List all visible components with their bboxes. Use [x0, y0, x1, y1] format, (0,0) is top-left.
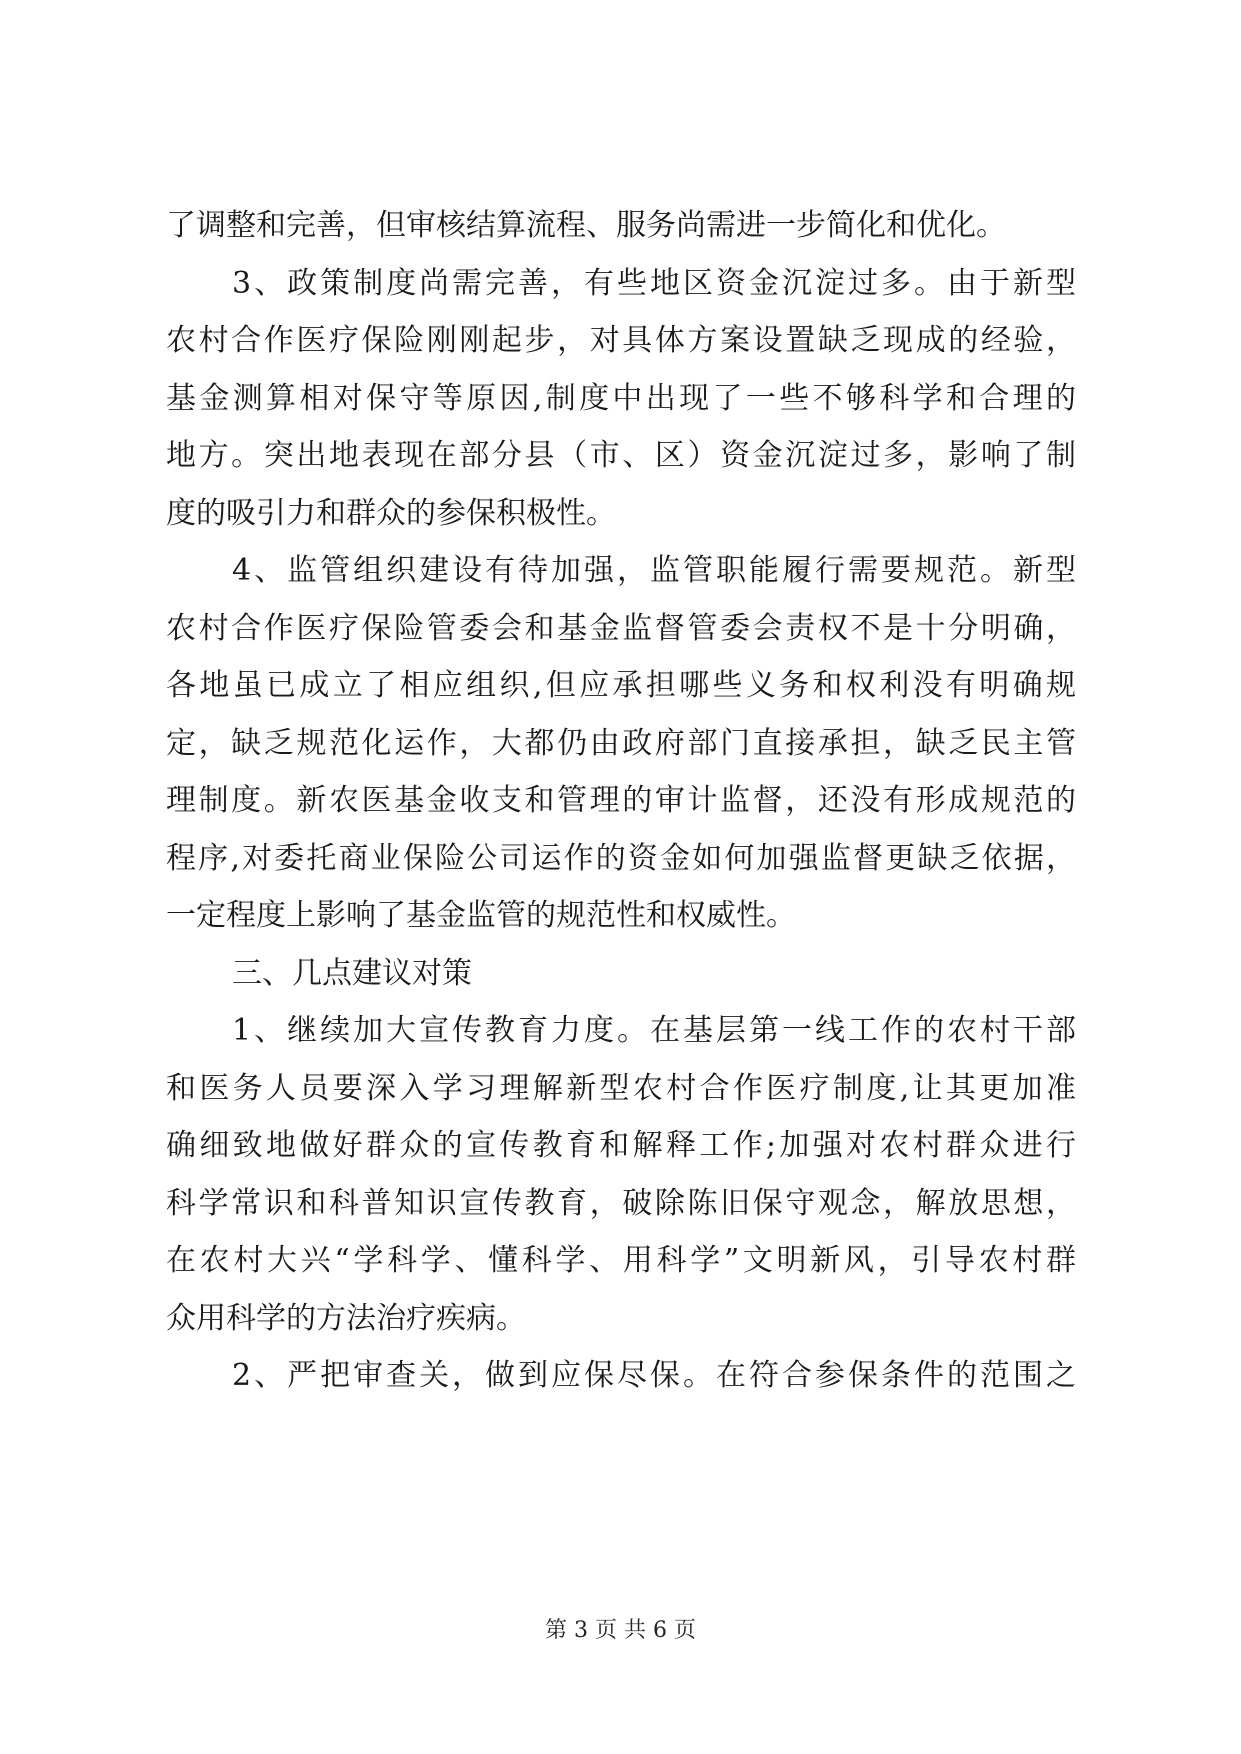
text-line: 科学常识和科普知识宣传教育，破除陈旧保守观念，解放思想， — [166, 1185, 1076, 1221]
text-line: 定，缺乏规范化运作，大都仍由政府部门直接承担，缺乏民主管 — [166, 725, 1076, 761]
text-line: 在农村大兴“学科学、懂科学、用科学”文明新风，引导农村群 — [166, 1243, 1076, 1278]
text-line: 确细致地做好群众的宣传教育和解释工作;加强对农村群众进行 — [166, 1128, 1076, 1163]
text-line: 农村合作医疗保险管委会和基金监督管委会责权不是十分明确， — [166, 610, 1076, 646]
text-line: 地方。突出地表现在部分县（市、区）资金沉淀过多，影响了制 — [166, 438, 1076, 473]
page-footer: 第 3 页 共 6 页 — [545, 1618, 696, 1643]
text-line: 众用科学的方法治疗疾病。 — [166, 1300, 526, 1336]
text-line: 1、继续加大宣传教育力度。在基层第一线工作的农村干部 — [232, 1013, 1076, 1048]
text-line: 农村合作医疗保险刚刚起步，对具体方案设置缺乏现成的经验， — [166, 323, 1076, 358]
text-line: 三、几点建议对策 — [232, 955, 472, 991]
text-line: 3、政策制度尚需完善，有些地区资金沉淀过多。由于新型 — [232, 265, 1076, 301]
text-line: 4、监管组织建设有待加强，监管职能履行需要规范。新型 — [232, 553, 1076, 588]
text-line: 了调整和完善，但审核结算流程、服务尚需进一步简化和优化。 — [166, 208, 1006, 243]
text-line: 一定程度上影响了基金监管的规范性和权威性。 — [166, 898, 796, 933]
text-line: 度的吸引力和群众的参保积极性。 — [166, 495, 616, 531]
text-line: 基金测算相对保守等原因,制度中出现了一些不够科学和合理的 — [166, 380, 1076, 416]
text-line: 理制度。新农医基金收支和管理的审计监督，还没有形成规范的 — [166, 783, 1076, 818]
document-body — [166, 197, 1076, 1405]
text-line: 程序,对委托商业保险公司运作的资金如何加强监督更缺乏依据， — [166, 840, 1076, 876]
text-line: 各地虽已成立了相应组织,但应承担哪些义务和权利没有明确规 — [166, 668, 1076, 703]
text-line: 2、严把审查关，做到应保尽保。在符合参保条件的范围之 — [232, 1358, 1076, 1393]
text-line: 和医务人员要深入学习理解新型农村合作医疗制度,让其更加准 — [166, 1070, 1076, 1106]
